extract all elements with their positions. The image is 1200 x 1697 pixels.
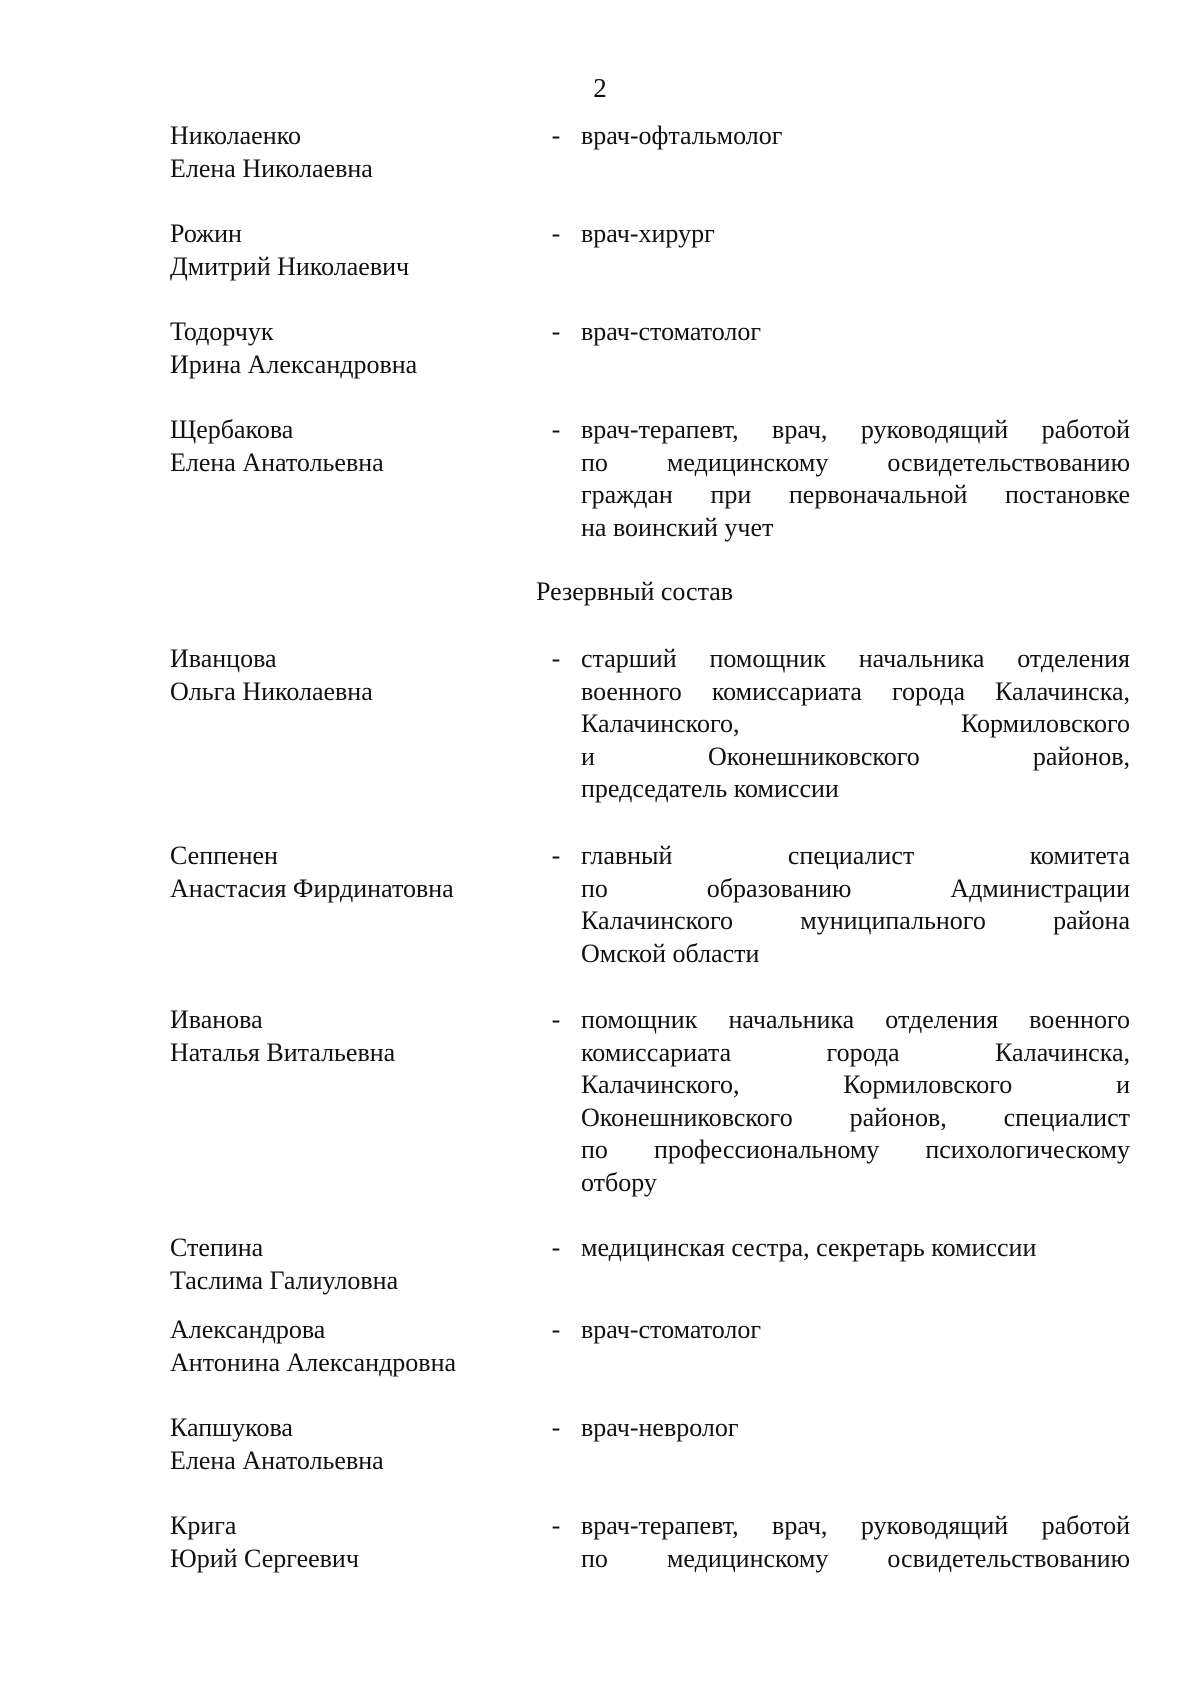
member-given-names: Антонина Александровна xyxy=(170,1347,457,1377)
role-line: на воинский учет xyxy=(581,512,774,542)
dash-separator: - xyxy=(551,1511,561,1540)
member-name xyxy=(170,1412,540,1477)
role-line: старший помощник начальника отделения xyxy=(581,644,1130,673)
role-line: по медицинскому освидетельствованию xyxy=(581,1543,1130,1573)
dash-separator: - xyxy=(551,121,561,150)
role-line: врач-терапевт, врач, руководящий работой xyxy=(581,415,1130,444)
member-given-names: Юрий Сергеевич xyxy=(170,1543,359,1573)
member-surname: Сеппенен xyxy=(170,841,278,870)
member-role xyxy=(581,1232,1130,1265)
role-line: председатель комиссии xyxy=(581,774,839,804)
member-role xyxy=(581,840,1130,970)
member-role xyxy=(581,1412,1130,1445)
member-name xyxy=(170,414,540,479)
member-surname: Степина xyxy=(170,1233,264,1262)
dash-separator: - xyxy=(551,317,561,346)
role-line: граждан при первоначальной постановке xyxy=(581,480,1130,510)
member-surname: Тодорчук xyxy=(170,317,274,346)
dash-separator: - xyxy=(551,1005,561,1034)
role-line: по образованию Администрации xyxy=(581,873,1130,903)
dash-separator: - xyxy=(551,415,561,444)
member-surname: Капшукова xyxy=(170,1413,293,1442)
role-line: Омской области xyxy=(581,938,760,968)
member-role xyxy=(581,120,1130,153)
role-line: врач-невролог xyxy=(581,1413,739,1442)
member-role xyxy=(581,1004,1130,1200)
member-role xyxy=(581,316,1130,349)
member-given-names: Ирина Александровна xyxy=(170,349,418,379)
member-given-names: Таслима Галиуловна xyxy=(170,1265,399,1295)
reserve-section-title: Резервный состав xyxy=(536,577,734,606)
member-role xyxy=(581,1314,1130,1347)
role-line: по медицинскому освидетельствованию xyxy=(581,447,1130,477)
dash-separator: - xyxy=(551,644,561,673)
role-line: отбору xyxy=(581,1167,657,1197)
role-line: главный специалист комитета xyxy=(581,841,1130,870)
role-line: Калачинского, Кормиловского xyxy=(581,709,1130,739)
member-surname: Рожин xyxy=(170,219,242,248)
dash-separator: - xyxy=(551,1315,561,1344)
member-role xyxy=(581,414,1130,544)
member-name xyxy=(170,120,540,185)
member-given-names: Анастасия Фирдинатовна xyxy=(170,873,454,903)
member-name xyxy=(170,1510,540,1575)
dash-separator: - xyxy=(551,1233,561,1262)
role-line: медицинская сестра, секретарь комиссии xyxy=(581,1233,1037,1262)
member-name xyxy=(170,840,540,905)
dash-separator: - xyxy=(551,841,561,870)
dash-separator: - xyxy=(551,219,561,248)
role-line: комиссариата города Калачинска, xyxy=(581,1037,1130,1067)
role-line: Калачинского муниципального района xyxy=(581,906,1130,936)
member-given-names: Елена Николаевна xyxy=(170,153,373,183)
role-line: по профессиональному психологическому xyxy=(581,1135,1130,1165)
member-role xyxy=(581,1510,1130,1575)
member-name xyxy=(170,218,540,283)
member-given-names: Ольга Николаевна xyxy=(170,676,373,706)
member-given-names: Наталья Витальевна xyxy=(170,1037,396,1067)
page-number: 2 xyxy=(593,73,607,103)
member-role xyxy=(581,218,1130,251)
role-line: врач-хирург xyxy=(581,219,715,248)
role-line: Калачинского, Кормиловского и xyxy=(581,1070,1130,1100)
member-name xyxy=(170,1004,540,1069)
member-surname: Крига xyxy=(170,1511,237,1540)
member-given-names: Елена Анатольевна xyxy=(170,1445,384,1475)
member-surname: Александрова xyxy=(170,1315,326,1344)
member-name xyxy=(170,316,540,381)
member-surname: Николаенко xyxy=(170,121,301,150)
member-surname: Щербакова xyxy=(170,415,294,444)
role-line: врач-терапевт, врач, руководящий работой xyxy=(581,1511,1130,1540)
role-line: врач-стоматолог xyxy=(581,1315,762,1344)
member-role xyxy=(581,643,1130,806)
role-line: Оконешниковского районов, специалист xyxy=(581,1102,1130,1132)
member-given-names: Елена Анатольевна xyxy=(170,447,384,477)
role-line: военного комиссариата города Калачинска, xyxy=(581,676,1130,706)
member-name xyxy=(170,1314,540,1379)
dash-separator: - xyxy=(551,1413,561,1442)
member-surname: Иванова xyxy=(170,1005,263,1034)
member-given-names: Дмитрий Николаевич xyxy=(170,251,410,281)
member-name xyxy=(170,1232,540,1297)
role-line: врач-стоматолог xyxy=(581,317,762,346)
member-surname: Иванцова xyxy=(170,644,277,673)
role-line: врач-офтальмолог xyxy=(581,121,783,150)
member-name xyxy=(170,643,540,708)
role-line: и Оконешниковского районов, xyxy=(581,741,1130,771)
role-line: помощник начальника отделения военного xyxy=(581,1005,1130,1034)
